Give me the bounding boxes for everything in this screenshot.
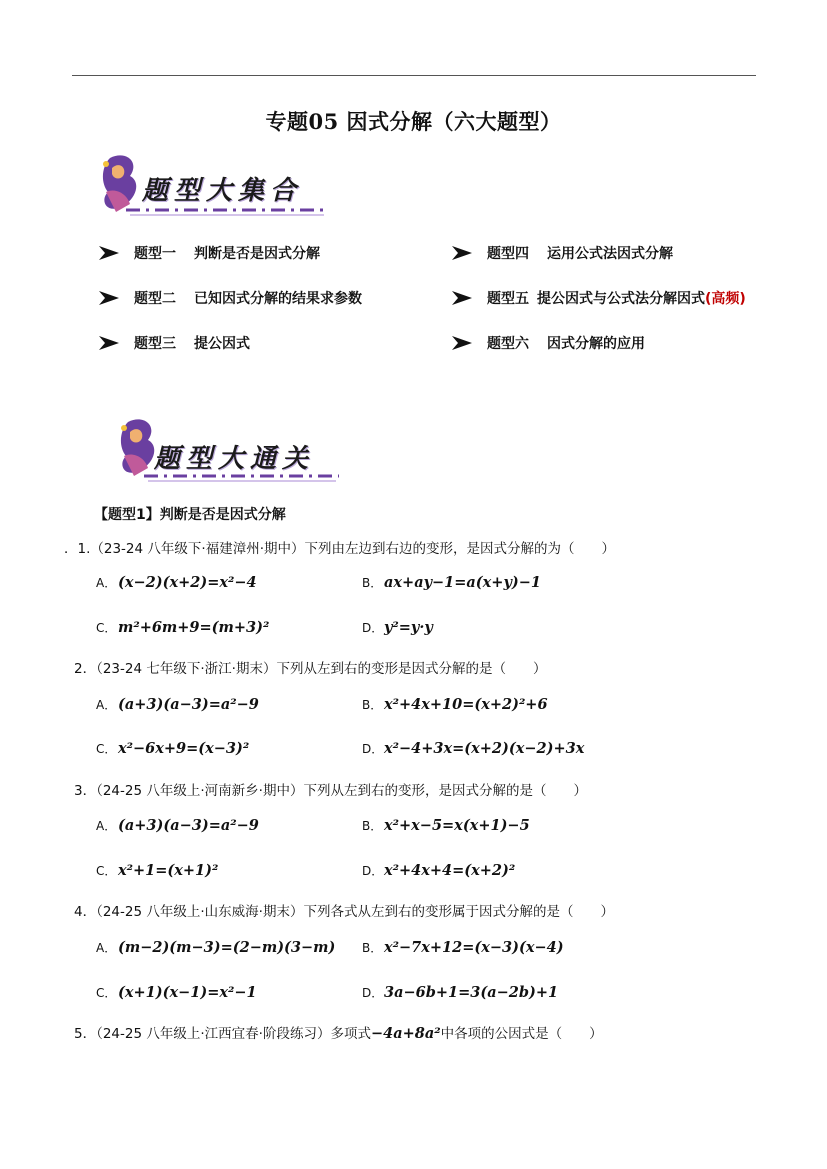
banner-collection bbox=[96, 152, 336, 222]
question-3-stem: 3．（24-25 八年级上·河南新乡·期中）下列从左到右的变形，是因式分解的是（ ） bbox=[74, 783, 587, 799]
q3-option-c[interactable]: C． x²+1=(x+1)² bbox=[96, 862, 219, 879]
header-rule bbox=[72, 75, 756, 76]
q3-option-b[interactable]: B． x²+x−5=x(x+1)−5 bbox=[362, 817, 530, 834]
q4-option-c[interactable]: C． (x+1)(x−1)=x²−1 bbox=[96, 984, 257, 1001]
question-4-stem: 4．（24-25 八年级上·山东威海·期末）下列各式从左到右的变形属于因式分解的是（ ） bbox=[74, 904, 614, 920]
q1-option-d[interactable]: D． y²=y·y bbox=[362, 619, 433, 636]
banner-collection-title: 题型大集合 bbox=[142, 176, 303, 206]
banner-pass bbox=[114, 416, 354, 486]
arrowhead-bullet-icon bbox=[98, 335, 120, 351]
q4-option-d[interactable]: D． 3a−6b+1=3(a−2b)+1 bbox=[362, 984, 559, 1001]
question-5-stem: 5．（24-25 八年级上·江西宜春·阶段练习）多项式−4a+8a²中各项的公因式是（ ） bbox=[74, 1025, 603, 1042]
q2-option-d[interactable]: D． x²−4+3x=(x+2)(x−2)+3x bbox=[362, 740, 585, 757]
section-heading: 【题型1】判断是否是因式分解 bbox=[94, 507, 286, 523]
banner-pass-title: 题型大通关 bbox=[154, 444, 315, 474]
page-title: 专题05 因式分解（六大题型） bbox=[265, 109, 562, 134]
q2-option-c[interactable]: C． x²−6x+9=(x−3)² bbox=[96, 740, 250, 757]
question-1-stem: ．1.（23-24 八年级下·福建漳州·期中）下列由左边到右边的变形，是因式分解的为（ ） bbox=[64, 541, 615, 557]
arrowhead-bullet-icon bbox=[451, 245, 473, 261]
arrowhead-bullet-icon bbox=[98, 290, 120, 306]
q3-option-a[interactable]: A． (a+3)(a−3)=a²−9 bbox=[96, 817, 259, 834]
toc-item-2[interactable]: 题型二 已知因式分解的结果求参数 bbox=[98, 288, 362, 308]
q2-option-b[interactable]: B． x²+4x+10=(x+2)²+6 bbox=[362, 696, 548, 713]
toc-item-4[interactable]: 题型四 运用公式法因式分解 bbox=[451, 243, 673, 263]
arrowhead-bullet-icon bbox=[451, 335, 473, 351]
q3-option-d[interactable]: D． x²+4x+4=(x+2)² bbox=[362, 862, 516, 879]
arrowhead-bullet-icon bbox=[451, 290, 473, 306]
high-frequency-badge: (高频) bbox=[705, 291, 746, 307]
q4-option-b[interactable]: B． x²−7x+12=(x−3)(x−4) bbox=[362, 939, 564, 956]
q1-option-b[interactable]: B． ax+ay−1=a(x+y)−1 bbox=[362, 574, 541, 591]
q1-option-c[interactable]: C． m²+6m+9=(m+3)² bbox=[96, 619, 270, 636]
toc-item-5[interactable]: 题型五 提公因式与公式法分解因式 (高频) bbox=[451, 288, 746, 308]
q1-option-a[interactable]: A． (x−2)(x+2)=x²−4 bbox=[96, 574, 257, 591]
arrowhead-bullet-icon bbox=[98, 245, 120, 261]
q4-option-a[interactable]: A． (m−2)(m−3)=(2−m)(3−m) bbox=[96, 939, 336, 956]
question-2-stem: 2．（23-24 七年级下·浙江·期末）下列从左到右的变形是因式分解的是（ ） bbox=[74, 661, 547, 677]
toc-item-1[interactable]: 题型一 判断是否是因式分解 bbox=[98, 243, 320, 263]
toc-item-6[interactable]: 题型六 因式分解的应用 bbox=[451, 333, 645, 353]
toc-item-3[interactable]: 题型三 提公因式 bbox=[98, 333, 250, 353]
q2-option-a[interactable]: A． (a+3)(a−3)=a²−9 bbox=[96, 696, 259, 713]
